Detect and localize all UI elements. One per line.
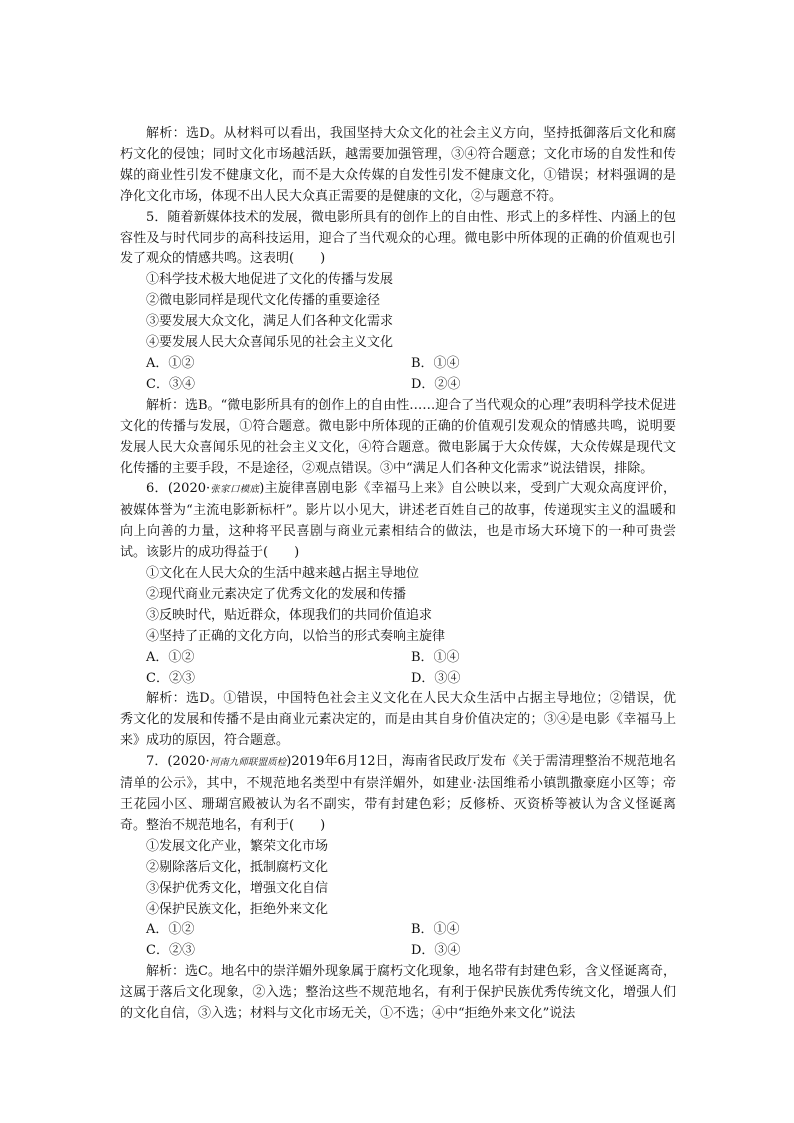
- q6-stem: 主旋律喜剧电影《幸福马上来》自公映以来，受到广大观众高度评价，被媒体誉为“主流电影新标杆”。影片以小见大，讲述老百姓自己的故事，传递现实主义的温暖和向上向善的力量，这种将平民喜剧与商业元素相结合的做法，也是市场大环境下的一种可贵尝试。该影片的成功得益于( ): [120, 481, 676, 561]
- q5-option: ②微电影同样是现代文化传播的重要途径: [146, 293, 381, 309]
- q7-option: ②剔除落后文化，抵制腐朽文化: [146, 859, 329, 875]
- q6-choice-d: D．③④: [411, 670, 461, 686]
- q7-option: ④保护民族文化，拒绝外来文化: [146, 901, 329, 917]
- q7-number-close: ): [286, 754, 292, 770]
- q6-option: ①文化在人民大众的生活中越来越占据主导地位: [146, 566, 420, 582]
- q5-stem: 5．随着新媒体技术的发展，微电影所具有的创作上的自由性、形式上的多样性、内涵上的包容性及与时代同步的高科技运用，迎合了当代观众的心理。微电影中所体现的正确的价值观也引发了观众的情感共鸣。这表明( ): [120, 209, 676, 267]
- q6-choice-c: C．②③: [146, 670, 195, 686]
- q5-choice-d: D．②④: [411, 376, 461, 392]
- q7-choice-a: A．①②: [146, 922, 195, 938]
- q6-option: ④坚持了正确的文化方向，以恰当的形式奏响主旋律: [146, 628, 446, 644]
- q5-option: ③要发展大众文化，满足人们各种文化需求: [146, 314, 394, 330]
- q6-choices-row-1: [120, 648, 676, 669]
- q7-choice-c: C．②③: [146, 943, 195, 959]
- q7-stem-paragraph: [120, 752, 676, 837]
- q6-source: 张家口模底: [210, 484, 260, 496]
- q6-number-close: ): [259, 481, 265, 497]
- q7-choices-row-1: [120, 920, 676, 941]
- q7-choices-row-2: [120, 941, 676, 962]
- q5-choice-a: A．①②: [146, 355, 195, 371]
- q5-choices-row-1: [120, 354, 676, 375]
- q6-choice-a: A．①②: [146, 649, 195, 665]
- q6-stem-paragraph: [120, 479, 676, 564]
- q7-analysis: 解析：选C。地名中的崇洋媚外现象属于腐朽文化现象，地名带有封建色彩，含义怪诞离奇，这属于落后文化现象，②入选；整治这些不规范地名，有利于保护民族优秀传统文化，增强人们的文化自信，③入选；材料与文化市场无关，①不选；④中“拒绝外来文化”说法: [120, 964, 676, 1022]
- q4-analysis: 解析：选D。从材料可以看出，我国坚持大众文化的社会主义方向，坚持抵御落后文化和腐朽文化的侵蚀；同时文化市场越活跃，越需要加强管理，③④符合题意；文化市场的自发性和传媒的商业性引发不健康文化，而不是大众传媒的自发性引发不健康文化，①错误；材料强调的是净化文化市场，体现不出人民大众真正需要的是健康的文化，②与题意不符。: [120, 126, 676, 204]
- q7-choice-d: D．③④: [411, 943, 461, 959]
- q5-option: ①科学技术极大地促进了文化的传播与发展: [146, 272, 394, 288]
- document-page: [120, 124, 676, 1025]
- q6-option: ②现代商业元素决定了优秀文化的发展和传播: [146, 586, 407, 602]
- q7-option: ①发展文化产业，繁荣文化市场: [146, 838, 329, 854]
- q5-choice-c: C．③④: [146, 376, 195, 392]
- q5-choices-row-2: [120, 375, 676, 396]
- q5-choice-b: B．①④: [411, 355, 460, 371]
- q6-option: ③反映时代，贴近群众，体现我们的共同价值追求: [146, 607, 433, 623]
- q6-number: 6．(2020·: [146, 481, 211, 497]
- q7-number: 7．(2020·: [146, 754, 210, 770]
- q5-analysis: 解析：选B。“微电影所具有的创作上的自由性……迎合了当代观众的心理”表明科学技术促进文化的传播与发展，①符合题意。微电影中所体现的正确的价值观引发观众的情感共鸣，说明要发展人民大众喜闻乐见的社会主义文化，④符合题意。微电影属于大众传媒，大众传媒是现代文化传播的主要手段，不是途径，②观点错误。③中“满足人们各种文化需求”说法错误，排除。: [120, 397, 676, 476]
- q6-choices-row-2: [120, 669, 676, 690]
- question-6: [120, 479, 676, 752]
- question-7: [120, 752, 676, 1025]
- q7-option: ③保护优秀文化，增强文化自信: [146, 880, 329, 896]
- q7-stem: 2019年6月12日，海南省民政厅发布《关于需清理整治不规范地名清单的公示》，其中，不规范地名类型中有崇洋媚外，如建业·法国维希小镇凯撒豪庭小区等；帝王花园小区、珊瑚宫殿被认为名不副实，带有封建色彩；反修桥、灭资桥等被认为含义怪诞离奇。整治不规范地名，有利于( ): [120, 754, 676, 833]
- q5-option: ④要发展人民大众喜闻乐见的社会主义文化: [146, 335, 394, 351]
- q6-choice-b: B．①④: [411, 649, 460, 665]
- q7-choice-b: B．①④: [411, 922, 460, 938]
- question-5: [120, 208, 676, 480]
- q7-source: 河南九师联盟质检: [209, 757, 287, 769]
- q6-analysis: 解析：选D。①错误，中国特色社会主义文化在人民大众生活中占据主导地位；②错误，优秀文化的发展和传播不是由商业元素决定的，而是由其自身价值决定的；③④是电影《幸福马上来》成功的原因，符合题意。: [120, 691, 676, 749]
